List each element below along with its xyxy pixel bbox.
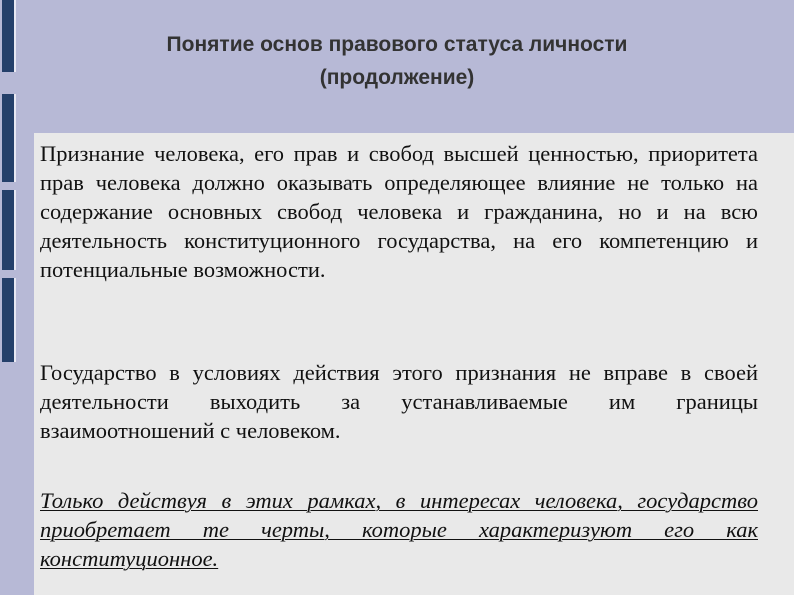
accent-bar [2,94,16,182]
accent-bar [2,0,16,72]
title-line-1: Понятие основ правового статуса личности [166,33,628,56]
title-line-2: (продолжение) [319,66,475,89]
accent-bar [2,190,16,270]
paragraph-constitutional-state: Только действуя в этих рамках, в интересах человека, государство приобретает те черты, которые характеризуют его как конституционное. [40,488,758,571]
paragraph-recognition-of-rights: Признание человека, его прав и свобод высшей ценностью, приоритета прав человека должно оказывать определяющее влияние не только на содержание основных свобод человека и гражданина, но и на всю деятельность конституционного государства, на его компетенцию и потенциальные возможности. [40,141,758,282]
accent-bar [2,278,16,362]
paragraph-state-limits: Государство в условиях действия этого признания не вправе в своей деятельности выходить за устанавливаемые им границы взаимоотношений с человеком. [40,360,758,443]
slide-title [40,28,754,94]
left-accent-bars [0,0,18,595]
